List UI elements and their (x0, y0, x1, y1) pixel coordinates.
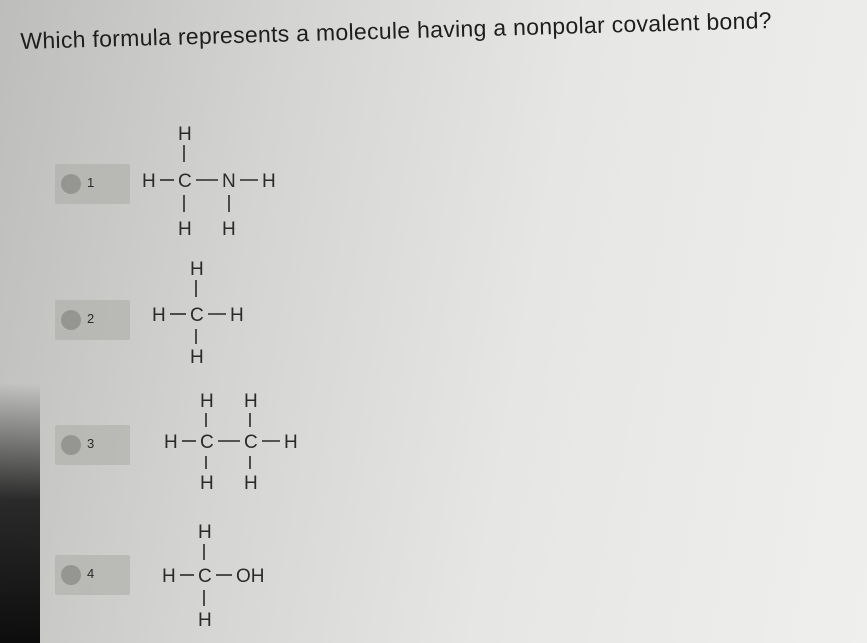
atom-h: H (244, 473, 258, 494)
atom-c: C (200, 432, 214, 453)
choice-4-structure (140, 510, 300, 635)
choice-1-number: 1 (87, 175, 95, 190)
choice-2-radio[interactable] (61, 310, 81, 330)
choice-3-number: 3 (87, 436, 95, 451)
atom-h: H (200, 473, 214, 494)
atom-n: N (222, 171, 236, 192)
choice-1-radio[interactable] (61, 174, 81, 194)
atom-h: H (198, 522, 212, 543)
atom-c: C (244, 432, 258, 453)
atom-h: H (178, 219, 192, 240)
choice-4-number: 4 (87, 566, 95, 581)
atom-h: H (230, 305, 244, 326)
atom-h: H (190, 347, 204, 368)
atom-oh: OH (236, 566, 265, 587)
atom-h: H (198, 610, 212, 631)
atom-h: H (178, 124, 192, 145)
choice-4-radio[interactable] (61, 565, 81, 585)
atom-h: H (200, 391, 214, 412)
atom-h: H (222, 219, 236, 240)
choice-2-structure (140, 250, 260, 370)
atom-h: H (152, 305, 166, 326)
choice-3-structure (140, 385, 320, 500)
choice-3-option[interactable] (55, 425, 130, 465)
choice-2-number: 2 (87, 311, 95, 326)
choice-4-option[interactable] (55, 555, 130, 595)
atom-c: C (198, 566, 212, 587)
atom-c: C (178, 171, 192, 192)
atom-h: H (142, 171, 156, 192)
atom-h: H (164, 432, 178, 453)
atom-c: C (190, 305, 204, 326)
atom-h: H (262, 171, 276, 192)
choice-2-option[interactable] (55, 300, 130, 340)
question-text: Which formula represents a molecule having a nonpolar covalent bond? (20, 7, 773, 54)
atom-h: H (284, 432, 298, 453)
choice-3-radio[interactable] (61, 435, 81, 455)
atom-h: H (244, 391, 258, 412)
atom-h: H (162, 566, 176, 587)
choice-1-structure (138, 115, 298, 245)
atom-h: H (190, 259, 204, 280)
photo-dark-edge (0, 383, 40, 643)
choice-1-option[interactable] (55, 164, 130, 204)
